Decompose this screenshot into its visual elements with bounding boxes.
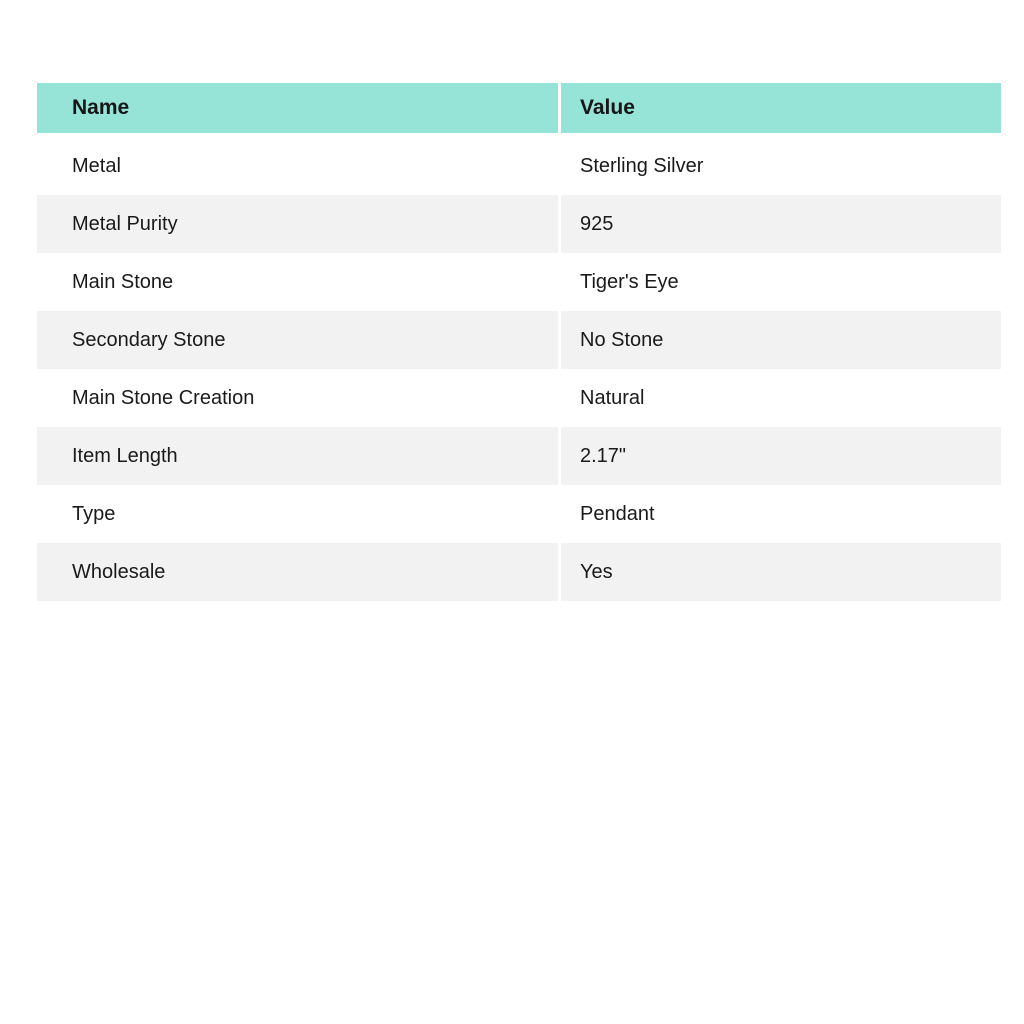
attribute-name-cell: Main Stone	[37, 253, 558, 311]
attribute-name-cell: Metal	[37, 137, 558, 195]
attribute-name-cell: Item Length	[37, 427, 558, 485]
table-row	[37, 137, 1001, 195]
table-row	[37, 427, 1001, 485]
attribute-name-cell: Main Stone Creation	[37, 369, 558, 427]
attribute-name-cell: Secondary Stone	[37, 311, 558, 369]
column-header-value: Value	[558, 83, 1001, 137]
column-header-name: Name	[37, 83, 558, 137]
table-row	[37, 543, 1001, 601]
table-row	[37, 195, 1001, 253]
attribute-value-cell: No Stone	[558, 311, 1001, 369]
attribute-name-cell: Wholesale	[37, 543, 558, 601]
table-row	[37, 253, 1001, 311]
attribute-value-cell: Yes	[558, 543, 1001, 601]
attribute-name-cell: Type	[37, 485, 558, 543]
table-header	[37, 83, 1001, 137]
attribute-value-cell: Sterling Silver	[558, 137, 1001, 195]
table-header-row	[37, 83, 1001, 137]
attribute-name-cell: Metal Purity	[37, 195, 558, 253]
attribute-value-cell: 2.17"	[558, 427, 1001, 485]
table-row	[37, 485, 1001, 543]
attribute-value-cell: 925	[558, 195, 1001, 253]
attribute-value-cell: Tiger's Eye	[558, 253, 1001, 311]
table-row	[37, 369, 1001, 427]
table-body	[37, 137, 1001, 601]
item-specifics-table	[37, 83, 1001, 601]
table-row	[37, 311, 1001, 369]
attribute-value-cell: Natural	[558, 369, 1001, 427]
attribute-value-cell: Pendant	[558, 485, 1001, 543]
